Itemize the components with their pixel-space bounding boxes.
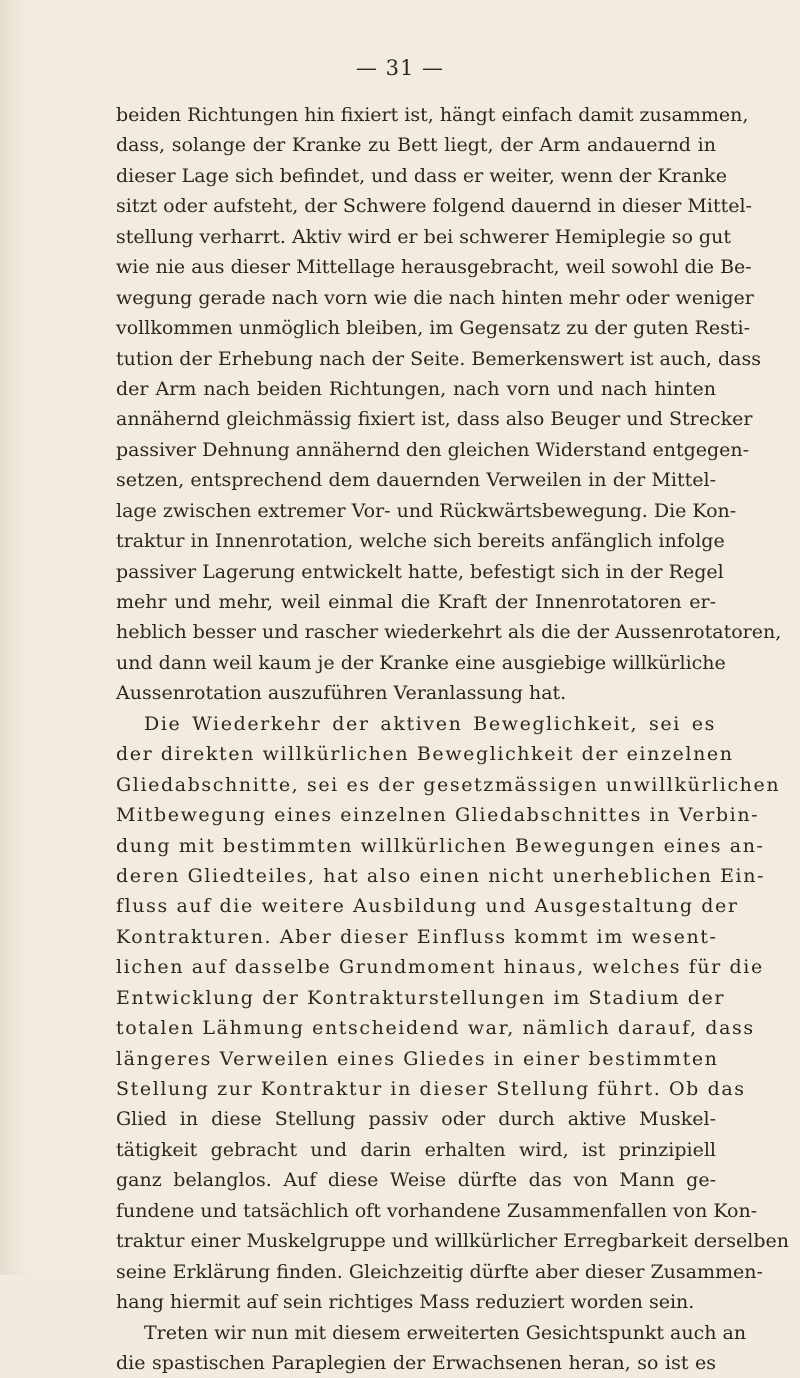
text-line: heblich besser und rascher wiederkehrt als die der Aussenrotatoren, — [116, 621, 782, 644]
text-line-spaced: Stellung zur Kontraktur in dieser Stellung führt. Ob das — [116, 1078, 746, 1100]
page-number: — 31 — — [355, 56, 445, 80]
text-line: dieser Lage sich befindet, und dass er weiter, wenn der Kranke — [116, 164, 727, 187]
text-line: fundene und tatsächlich oft vorhandene Zusammenfallen von Kon- — [116, 1199, 758, 1222]
text-line: traktur in Innenrotation, welche sich bereits anfänglich infolge — [116, 530, 725, 553]
text-line-spaced: lichen auf dasselbe Grundmoment hinaus, welches für die — [116, 956, 764, 979]
text-line: passiver Lagerung entwickelt hatte, befestigt sich in der Regel — [116, 560, 724, 583]
text-line-spaced: Kontrakturen. Aber dieser Einfluss kommt im wesent- — [116, 925, 718, 948]
text-line: mehr und mehr, weil einmal die Kraft der Innenrotatoren er- — [116, 591, 716, 613]
text-line: seine Erklärung finden. Gleichzeitig dürfte aber dieser Zusammen- — [116, 1260, 763, 1283]
text-line: wegung gerade nach vorn wie die nach hinten mehr oder weniger — [116, 286, 754, 309]
text-line-spaced: dung mit bestimmten willkürlichen Bewegungen eines an- — [116, 834, 765, 857]
text-line-spaced: der direkten willkürlichen Beweglichkeit der einzelnen — [116, 743, 734, 766]
text-line: wie nie aus dieser Mittellage herausgebracht, weil sowohl die Be- — [116, 256, 752, 279]
text-line: der Arm nach beiden Richtungen, nach vorn und nach hinten — [116, 377, 716, 400]
text-line: Glied in diese Stellung passiv oder durch aktive Muskel- — [116, 1108, 716, 1131]
text-line: passiver Dehnung annähernd den gleichen Widerstand entgegen- — [116, 438, 750, 461]
text-line-spaced: Gliedabschnitte, sei es der gesetzmässigen unwillkürlichen — [116, 773, 781, 796]
text-line: und dann weil kaum je der Kranke eine ausgiebige willkürliche — [116, 651, 726, 674]
text-line: sitzt oder aufsteht, der Schwere folgend dauernd in dieser Mittel- — [116, 195, 752, 218]
paragraph-end-line: hang hiermit auf sein richtiges Mass reduziert worden sein. — [116, 1291, 695, 1314]
text-line-spaced: deren Gliedteiles, hat also einen nicht unerheblichen Ein- — [116, 864, 766, 887]
text-line: lage zwischen extremer Vor- und Rückwärtsbewegung. Die Kon- — [116, 499, 737, 522]
text-line: setzen, entsprechend dem dauernden Verweilen in der Mittel- — [116, 469, 716, 492]
text-line: ganz belanglos. Auf diese Weise dürfte das von Mann ge- — [116, 1169, 716, 1192]
text-line: Treten wir nun mit diesem erweiterten Gesichtspunkt auch an — [144, 1321, 747, 1344]
text-line: annähernd gleichmässig fixiert ist, dass also Beuger und Strecker — [116, 408, 753, 431]
text-line: vollkommen unmöglich bleiben, im Gegensatz zu der guten Resti- — [116, 317, 751, 340]
text-line-spaced: längeres Verweilen eines Gliedes in einer bestimmten — [116, 1047, 719, 1070]
body-text — [116, 100, 789, 1378]
paragraph-end-line: Aussenrotation auszuführen Veranlassung hat. — [116, 682, 567, 705]
text-line-spaced: Die Wiederkehr der aktiven Beweglichkeit, sei es — [144, 712, 716, 735]
text-line: traktur einer Muskelgruppe und willkürlicher Erregbarkeit derselben — [116, 1230, 789, 1253]
text-line: tätigkeit gebracht und darin erhalten wird, ist prinzipiell — [116, 1138, 716, 1161]
text-line: beiden Richtungen hin fixiert ist, hängt einfach damit zusammen, — [116, 104, 749, 126]
text-line-spaced: fluss auf die weitere Ausbildung und Ausgestaltung der — [116, 895, 739, 918]
text-line: stellung verharrt. Aktiv wird er bei schwerer Hemiplegie so gut — [116, 225, 731, 248]
text-line-spaced: Entwicklung der Kontrakturstellungen im Stadium der — [116, 986, 726, 1009]
text-line-spaced: Mitbewegung eines einzelnen Gliedabschnittes in Verbin- — [116, 804, 760, 827]
text-line-spaced: totalen Lähmung entscheidend war, nämlich darauf, dass — [116, 1017, 755, 1040]
text-line: tution der Erhebung nach der Seite. Bemerkenswert ist auch, dass — [116, 347, 761, 370]
text-line: die spastischen Paraplegien der Erwachsenen heran, so ist es — [116, 1351, 716, 1374]
text-line: dass, solange der Kranke zu Bett liegt, der Arm andauernd in — [116, 134, 716, 157]
